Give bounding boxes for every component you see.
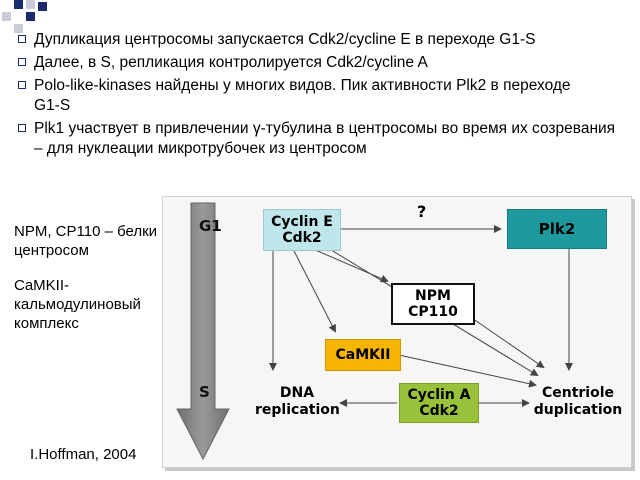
centriole-line2: duplication — [533, 402, 623, 418]
npm-line2: CP110 — [408, 304, 458, 320]
bullet-item — [18, 30, 628, 50]
bullet-text: Plk1 участвует в привлечении γ-тубулина в центросомы во время их созревания – для нуклеации микротрубочек из центросом — [34, 120, 616, 157]
phase-s-label: S — [199, 383, 210, 401]
cyclin-e-cdk2-box — [263, 209, 341, 251]
arrow-cyclinE-camkii — [293, 249, 335, 331]
centriole-line1: Centriole — [541, 385, 615, 401]
bullet-marker-icon — [18, 124, 26, 132]
cyclin-a-cdk2-box — [399, 383, 479, 423]
bullet-marker-icon — [18, 58, 26, 66]
cell-cycle-diagram — [162, 196, 632, 468]
citation: I.Hoffman, 2004 — [30, 446, 137, 463]
centriole-duplication-label — [533, 385, 623, 419]
dna-line1: DNA — [279, 385, 315, 401]
camkii-box — [325, 339, 401, 371]
cyclin-e-line2: Cdk2 — [282, 230, 322, 246]
cyclin-a-line1: Cyclin A — [407, 387, 471, 403]
bullet-item — [18, 119, 624, 159]
camkii-label: CaMKII — [335, 347, 391, 363]
bullet-marker-icon — [18, 81, 26, 89]
bullet-list — [18, 30, 628, 162]
plk2-label: Plk2 — [538, 220, 576, 238]
arrow-cyclinE-npm — [313, 249, 387, 281]
bullet-item — [18, 76, 594, 116]
npm-cp110-box — [391, 283, 475, 325]
decor-square — [14, 0, 23, 9]
npm-line1: NPM — [415, 288, 451, 304]
decor-square — [38, 2, 47, 11]
bullet-item — [18, 53, 628, 73]
plk2-box — [507, 209, 607, 249]
decor-square — [2, 12, 11, 21]
bullet-marker-icon — [18, 35, 26, 43]
decor-square — [26, 0, 35, 9]
bullet-text: Далее, в S, репликация контролируется Cdk2/cycline A — [34, 54, 428, 71]
decor-square — [26, 12, 35, 21]
dna-replication-label — [255, 385, 339, 419]
note-camkii: CaMKII- кальмодулиновый комплекс — [14, 277, 141, 332]
cyclin-e-line1: Cyclin E — [271, 214, 333, 230]
cyclin-a-line2: Cdk2 — [419, 403, 459, 419]
note-npm: NPM, CP110 – белки центросом — [14, 223, 158, 259]
bullet-text: Дупликация центросомы запускается Cdk2/cycline E в переходе G1-S — [34, 31, 536, 48]
phase-arrow — [177, 203, 229, 459]
bullet-text: Polo-like-kinases найдены у многих видов. Пик активности Plk2 в переходе G1-S — [34, 77, 571, 114]
arrow-camkii-centriole — [399, 355, 535, 385]
question-mark: ? — [417, 202, 427, 221]
dna-line2: replication — [255, 402, 340, 418]
phase-g1-label: G1 — [199, 217, 222, 235]
